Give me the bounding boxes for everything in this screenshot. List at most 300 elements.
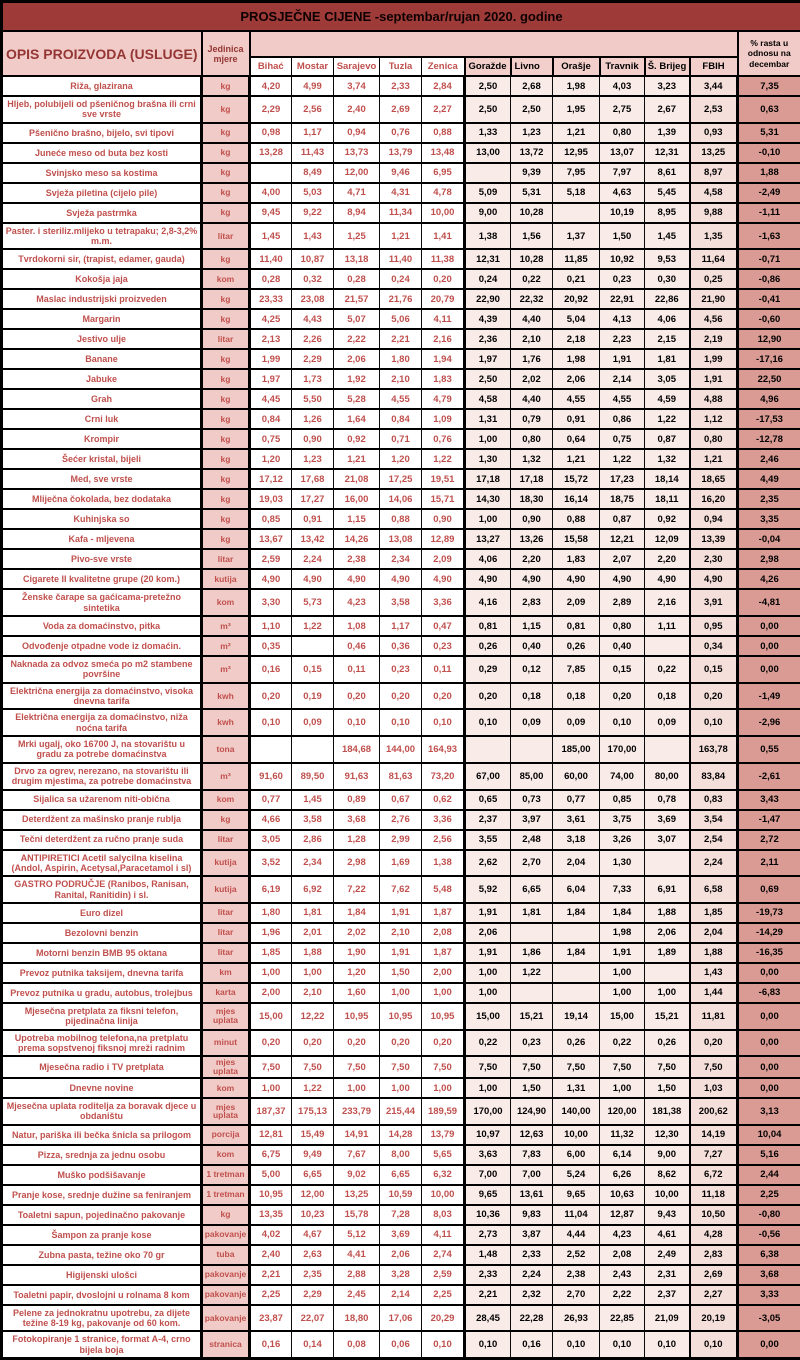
price-livno: 0,90 (511, 509, 553, 529)
price-zenica: 3,36 (422, 810, 465, 830)
growth-percent: -1,11 (738, 203, 800, 223)
price-tuzla: 2,14 (380, 1285, 422, 1305)
price-livno: 0,40 (511, 636, 553, 656)
price-travnik: 0,10 (600, 1331, 645, 1358)
price-sarajevo: 3,74 (334, 76, 380, 96)
price-fbih: 10,50 (690, 1205, 738, 1225)
price-mostar: 2,63 (292, 1245, 334, 1265)
product-name: Mjesečna uplata roditelja za boravak djece u obdaništu (2, 1098, 202, 1125)
price-sarajevo: 1,15 (334, 509, 380, 529)
price-gora-de (465, 163, 511, 183)
table-row (2, 509, 800, 529)
product-name: Riža, glazirana (2, 76, 202, 96)
product-name: Jestivo ulje (2, 329, 202, 349)
growth-percent: 2,35 (738, 489, 800, 509)
price--brijeg: 4,61 (645, 1225, 690, 1245)
price-zenica: 1,00 (422, 1078, 465, 1098)
price-fbih: 8,97 (690, 163, 738, 183)
product-name: Deterdžent za mašinsko pranje rublja (2, 810, 202, 830)
price-zenica: 7,50 (422, 1056, 465, 1078)
price-sarajevo: 4,71 (334, 183, 380, 203)
price-zenica: 2,09 (422, 549, 465, 569)
price-zenica: 1,38 (422, 850, 465, 877)
price-sarajevo: 2,40 (334, 96, 380, 123)
price--brijeg (645, 736, 690, 763)
table-row (2, 1030, 800, 1057)
table-title: PROSJEČNE CIJENE -septembar/rujan 2020. godine (2, 2, 800, 32)
price-livno (511, 983, 553, 1003)
price--brijeg (645, 636, 690, 656)
price-fbih: 1,88 (690, 943, 738, 963)
price--brijeg: 0,10 (645, 1331, 690, 1358)
price-tuzla: 17,25 (380, 469, 422, 489)
price-livno: 2,10 (511, 329, 553, 349)
price-sarajevo: 7,22 (334, 876, 380, 903)
growth-percent: 2,72 (738, 830, 800, 850)
unit-of-measure: litar (202, 903, 250, 923)
price-mostar: 5,50 (292, 389, 334, 409)
price-fbih: 0,20 (690, 1030, 738, 1057)
unit-of-measure: minut (202, 1030, 250, 1057)
product-name: Električna energija za domaćinstvo, visoka dnevna tarifa (2, 683, 202, 710)
price-mostar: 23,08 (292, 289, 334, 309)
table-row (2, 489, 800, 509)
price-fbih: 0,83 (690, 790, 738, 810)
price-livno: 13,26 (511, 529, 553, 549)
price-biha-: 1,45 (250, 223, 292, 250)
price-zenica: 2,25 (422, 1285, 465, 1305)
price-fbih: 2,53 (690, 96, 738, 123)
price-biha-: 4,90 (250, 569, 292, 589)
price-sarajevo: 4,23 (334, 589, 380, 616)
table-row (2, 269, 800, 289)
table-row (2, 1078, 800, 1098)
price-zenica: 20,29 (422, 1305, 465, 1332)
price-zenica: 164,93 (422, 736, 465, 763)
price-sarajevo: 3,68 (334, 810, 380, 830)
price--brijeg (645, 850, 690, 877)
price-ora-je: 11,85 (553, 249, 600, 269)
price--brijeg: 15,21 (645, 1003, 690, 1030)
unit-of-measure: kg (202, 489, 250, 509)
table-row (2, 1185, 800, 1205)
price-fbih: 0,25 (690, 269, 738, 289)
price-biha-: 187,37 (250, 1098, 292, 1125)
unit-of-measure: kom (202, 589, 250, 616)
unit-of-measure: kg (202, 349, 250, 369)
unit-of-measure: kom (202, 1078, 250, 1098)
price-gora-de: 13,00 (465, 143, 511, 163)
price--brijeg: 1,32 (645, 449, 690, 469)
price-zenica: 1,83 (422, 369, 465, 389)
table-row (2, 709, 800, 736)
growth-percent: 4,26 (738, 569, 800, 589)
price-ora-je: 1,84 (553, 943, 600, 963)
price-travnik: 22,91 (600, 289, 645, 309)
price-biha-: 91,60 (250, 763, 292, 790)
price-biha-: 1,20 (250, 449, 292, 469)
price-livno: 22,28 (511, 1305, 553, 1332)
price--brijeg: 181,38 (645, 1098, 690, 1125)
table-row (2, 409, 800, 429)
price-ora-je: 1,21 (553, 123, 600, 143)
price--brijeg: 0,30 (645, 269, 690, 289)
price-gora-de: 13,27 (465, 529, 511, 549)
growth-percent: -2,49 (738, 183, 800, 203)
product-name: Maslac industrijski proizveden (2, 289, 202, 309)
price-livno: 7,50 (511, 1056, 553, 1078)
price-tuzla: 9,46 (380, 163, 422, 183)
price-mostar: 0,20 (292, 1030, 334, 1057)
product-name: Voda za domaćinstvo, pitka (2, 616, 202, 636)
unit-of-measure: kg (202, 389, 250, 409)
price-fbih: 0,34 (690, 636, 738, 656)
price-livno (511, 736, 553, 763)
price-ora-je: 4,55 (553, 389, 600, 409)
price-travnik: 1,00 (600, 1078, 645, 1098)
price-sarajevo: 13,18 (334, 249, 380, 269)
price--brijeg: 4,59 (645, 389, 690, 409)
price-ora-je: 2,06 (553, 369, 600, 389)
unit-of-measure: tona (202, 736, 250, 763)
growth-percent: 0,55 (738, 736, 800, 763)
price-travnik: 2,07 (600, 549, 645, 569)
price-livno: 1,76 (511, 349, 553, 369)
price-ora-je: 7,95 (553, 163, 600, 183)
price-biha-: 0,20 (250, 683, 292, 710)
price-livno: 85,00 (511, 763, 553, 790)
price-fbih: 0,15 (690, 656, 738, 683)
price--brijeg: 4,06 (645, 309, 690, 329)
unit-of-measure: kwh (202, 683, 250, 710)
price-sarajevo: 2,98 (334, 850, 380, 877)
price-livno: 4,40 (511, 389, 553, 409)
price-tuzla: 2,21 (380, 329, 422, 349)
price-biha-: 2,29 (250, 96, 292, 123)
price-gora-de: 2,36 (465, 329, 511, 349)
price-tuzla: 1,17 (380, 616, 422, 636)
price-gora-de: 1,91 (465, 943, 511, 963)
price-mostar: 0,14 (292, 1331, 334, 1358)
price-gora-de: 10,36 (465, 1205, 511, 1225)
price-ora-je: 1,83 (553, 549, 600, 569)
price-fbih: 6,58 (690, 876, 738, 903)
growth-percent: -12,78 (738, 429, 800, 449)
growth-percent: 6,38 (738, 1245, 800, 1265)
price-livno: 2,68 (511, 76, 553, 96)
price-mostar: 1,22 (292, 616, 334, 636)
price-ora-je: 4,44 (553, 1225, 600, 1245)
product-name: Svježa pastrmka (2, 203, 202, 223)
price-travnik: 0,40 (600, 636, 645, 656)
price-zenica: 1,00 (422, 983, 465, 1003)
price-tuzla: 4,31 (380, 183, 422, 203)
price-tuzla: 0,84 (380, 409, 422, 429)
price-zenica: 1,22 (422, 449, 465, 469)
product-name: Jabuke (2, 369, 202, 389)
price-ora-je: 60,00 (553, 763, 600, 790)
price-gora-de: 14,30 (465, 489, 511, 509)
price-tuzla: 17,06 (380, 1305, 422, 1332)
price-mostar: 3,58 (292, 810, 334, 830)
city-header-tuzla: Tuzla (380, 57, 422, 76)
price-tuzla: 215,44 (380, 1098, 422, 1125)
product-name: Svježa piletina (cijelo pile) (2, 183, 202, 203)
product-name: Fotokopiranje 1 stranice, format A-4, crno bijela boja (2, 1331, 202, 1358)
price--brijeg: 0,92 (645, 509, 690, 529)
price-livno: 2,48 (511, 830, 553, 850)
price-zenica: 1,41 (422, 223, 465, 250)
price-ora-je: 26,93 (553, 1305, 600, 1332)
unit-of-measure: kg (202, 469, 250, 489)
price-tuzla: 3,28 (380, 1265, 422, 1285)
unit-of-measure: kg (202, 96, 250, 123)
price-fbih: 2,69 (690, 1265, 738, 1285)
table-row (2, 249, 800, 269)
price-zenica: 3,36 (422, 589, 465, 616)
price-tuzla: 2,99 (380, 830, 422, 850)
price--brijeg: 0,09 (645, 709, 690, 736)
price--brijeg: 12,30 (645, 1125, 690, 1145)
unit-of-measure: kg (202, 529, 250, 549)
growth-percent: -2,96 (738, 709, 800, 736)
price-livno: 3,97 (511, 810, 553, 830)
price-tuzla: 1,69 (380, 850, 422, 877)
unit-of-measure: litar (202, 830, 250, 850)
city-header--brijeg: Š. Brijeg (645, 57, 690, 76)
price--brijeg: 1,22 (645, 409, 690, 429)
price-sarajevo: 14,91 (334, 1125, 380, 1145)
price-ora-je (553, 203, 600, 223)
price-fbih: 7,27 (690, 1145, 738, 1165)
price-mostar: 1,22 (292, 1078, 334, 1098)
price-zenica: 1,09 (422, 409, 465, 429)
price-livno: 2,70 (511, 850, 553, 877)
price--brijeg: 1,50 (645, 1078, 690, 1098)
price-biha-: 0,98 (250, 123, 292, 143)
growth-percent: 0,00 (738, 963, 800, 983)
unit-of-measure: kg (202, 449, 250, 469)
price--brijeg: 0,22 (645, 656, 690, 683)
price-livno: 9,39 (511, 163, 553, 183)
product-name: Kokošja jaja (2, 269, 202, 289)
product-column-header: OPIS PROIZVODA (USLUGE) (2, 31, 202, 76)
price-ora-je (553, 983, 600, 1003)
price-fbih: 16,20 (690, 489, 738, 509)
growth-percent: 4,96 (738, 389, 800, 409)
price-sarajevo: 1,92 (334, 369, 380, 389)
price-biha-: 2,00 (250, 983, 292, 1003)
price-livno: 3,87 (511, 1225, 553, 1245)
price-tuzla: 2,34 (380, 549, 422, 569)
price-gora-de: 2,50 (465, 96, 511, 123)
price-sarajevo: 0,10 (334, 709, 380, 736)
price-mostar: 1,00 (292, 963, 334, 983)
product-name: Pivo-sve vrste (2, 549, 202, 569)
price-mostar: 2,56 (292, 96, 334, 123)
product-name: Kuhinjska so (2, 509, 202, 529)
price-fbih: 0,94 (690, 509, 738, 529)
price-zenica: 1,87 (422, 943, 465, 963)
table-row (2, 329, 800, 349)
price-sarajevo: 1,00 (334, 1078, 380, 1098)
growth-percent: -3,05 (738, 1305, 800, 1332)
price-sarajevo: 2,06 (334, 349, 380, 369)
price-biha-: 0,35 (250, 636, 292, 656)
unit-of-measure: kutija (202, 876, 250, 903)
price-travnik: 10,19 (600, 203, 645, 223)
table-row (2, 96, 800, 123)
product-name: Paster. i steriliz.mlijeko u tetrapaku; 2,8-3,2% m.m. (2, 223, 202, 250)
price-zenica: 0,62 (422, 790, 465, 810)
price-livno: 2,32 (511, 1285, 553, 1305)
price-sarajevo: 16,00 (334, 489, 380, 509)
price-zenica: 19,51 (422, 469, 465, 489)
price-gora-de: 7,00 (465, 1165, 511, 1185)
price-biha-: 4,25 (250, 309, 292, 329)
price-mostar: 2,10 (292, 983, 334, 1003)
city-header-livno: Livno (511, 57, 553, 76)
price-travnik: 15,00 (600, 1003, 645, 1030)
price-zenica: 0,11 (422, 656, 465, 683)
price-zenica: 2,59 (422, 1265, 465, 1285)
price-biha-: 1,80 (250, 903, 292, 923)
price-travnik: 7,33 (600, 876, 645, 903)
price-zenica: 1,87 (422, 903, 465, 923)
price-travnik: 6,14 (600, 1145, 645, 1165)
table-row (2, 903, 800, 923)
price-mostar (292, 636, 334, 656)
price-tuzla: 2,76 (380, 810, 422, 830)
price-biha-: 1,10 (250, 616, 292, 636)
price-biha-: 0,85 (250, 509, 292, 529)
price-livno: 2,83 (511, 589, 553, 616)
price-sarajevo: 0,46 (334, 636, 380, 656)
product-name: Bezolovni benzin (2, 923, 202, 943)
price-biha-: 19,03 (250, 489, 292, 509)
price-zenica: 1,94 (422, 349, 465, 369)
growth-percent: 0,00 (738, 1056, 800, 1078)
price-livno: 0,80 (511, 429, 553, 449)
price-zenica: 0,47 (422, 616, 465, 636)
price-ora-je: 1,84 (553, 903, 600, 923)
price-mostar: 0,15 (292, 656, 334, 683)
growth-percent: 4,49 (738, 469, 800, 489)
price-sarajevo: 9,02 (334, 1165, 380, 1185)
price-gora-de: 1,33 (465, 123, 511, 143)
price-mostar: 9,49 (292, 1145, 334, 1165)
city-header-travnik: Travnik (600, 57, 645, 76)
price-livno: 7,83 (511, 1145, 553, 1165)
price--brijeg: 22,86 (645, 289, 690, 309)
product-name: Banane (2, 349, 202, 369)
price-gora-de: 0,22 (465, 1030, 511, 1057)
price--brijeg: 8,62 (645, 1165, 690, 1185)
price-ora-je: 140,00 (553, 1098, 600, 1125)
price-travnik: 2,23 (600, 329, 645, 349)
table-row (2, 963, 800, 983)
price-livno: 1,81 (511, 903, 553, 923)
price-fbih: 2,19 (690, 329, 738, 349)
price-travnik: 1,84 (600, 903, 645, 923)
growth-percent: 2,98 (738, 549, 800, 569)
price-fbih: 14,19 (690, 1125, 738, 1145)
price-tuzla: 1,21 (380, 223, 422, 250)
price--brijeg: 12,09 (645, 529, 690, 549)
price-fbih: 1,43 (690, 963, 738, 983)
price-sarajevo: 184,68 (334, 736, 380, 763)
price-tuzla: 14,28 (380, 1125, 422, 1145)
price-tuzla: 3,58 (380, 589, 422, 616)
price--brijeg: 8,61 (645, 163, 690, 183)
price-gora-de: 28,45 (465, 1305, 511, 1332)
price-zenica: 10,00 (422, 203, 465, 223)
price-mostar: 5,73 (292, 589, 334, 616)
price-biha- (250, 736, 292, 763)
price-mostar: 89,50 (292, 763, 334, 790)
price-ora-je: 5,04 (553, 309, 600, 329)
price-sarajevo: 7,50 (334, 1056, 380, 1078)
price-travnik: 1,91 (600, 943, 645, 963)
price-mostar: 13,42 (292, 529, 334, 549)
price-tuzla: 2,06 (380, 1245, 422, 1265)
price-sarajevo: 0,28 (334, 269, 380, 289)
table-row (2, 469, 800, 489)
price-gora-de: 5,09 (465, 183, 511, 203)
price-ora-je: 0,18 (553, 683, 600, 710)
price-travnik: 12,21 (600, 529, 645, 549)
price-gora-de: 1,38 (465, 223, 511, 250)
price-mostar: 15,49 (292, 1125, 334, 1145)
price-travnik: 18,75 (600, 489, 645, 509)
price-travnik: 7,50 (600, 1056, 645, 1078)
price--brijeg: 3,69 (645, 810, 690, 830)
price-fbih: 1,21 (690, 449, 738, 469)
price-ora-je: 4,90 (553, 569, 600, 589)
price-gora-de: 170,00 (465, 1098, 511, 1125)
unit-of-measure: litar (202, 549, 250, 569)
table-row (2, 763, 800, 790)
growth-percent: -19,73 (738, 903, 800, 923)
price--brijeg: 12,31 (645, 143, 690, 163)
price-tuzla: 0,10 (380, 709, 422, 736)
growth-percent: -1,63 (738, 223, 800, 250)
price-mostar: 4,43 (292, 309, 334, 329)
price-mostar: 5,03 (292, 183, 334, 203)
price-fbih: 0,93 (690, 123, 738, 143)
product-name: Motorni benzin BMB 95 oktana (2, 943, 202, 963)
price-zenica: 2,56 (422, 830, 465, 850)
price--brijeg: 3,07 (645, 830, 690, 850)
unit-of-measure: kg (202, 163, 250, 183)
price-zenica: 0,90 (422, 509, 465, 529)
price-gora-de: 0,26 (465, 636, 511, 656)
product-name: Higijenski ulošci (2, 1265, 202, 1285)
price-gora-de: 3,63 (465, 1145, 511, 1165)
price-gora-de: 2,62 (465, 850, 511, 877)
price-biha-: 1,00 (250, 963, 292, 983)
price-mostar: 1,26 (292, 409, 334, 429)
product-name: Muško podšišavanje (2, 1165, 202, 1185)
price-sarajevo: 15,78 (334, 1205, 380, 1225)
price-travnik: 0,22 (600, 1030, 645, 1057)
unit-of-measure: m³ (202, 763, 250, 790)
price-biha-: 13,28 (250, 143, 292, 163)
price-biha-: 10,95 (250, 1185, 292, 1205)
price-tuzla: 14,06 (380, 489, 422, 509)
price-zenica: 4,11 (422, 309, 465, 329)
price-gora-de: 1,00 (465, 1078, 511, 1098)
